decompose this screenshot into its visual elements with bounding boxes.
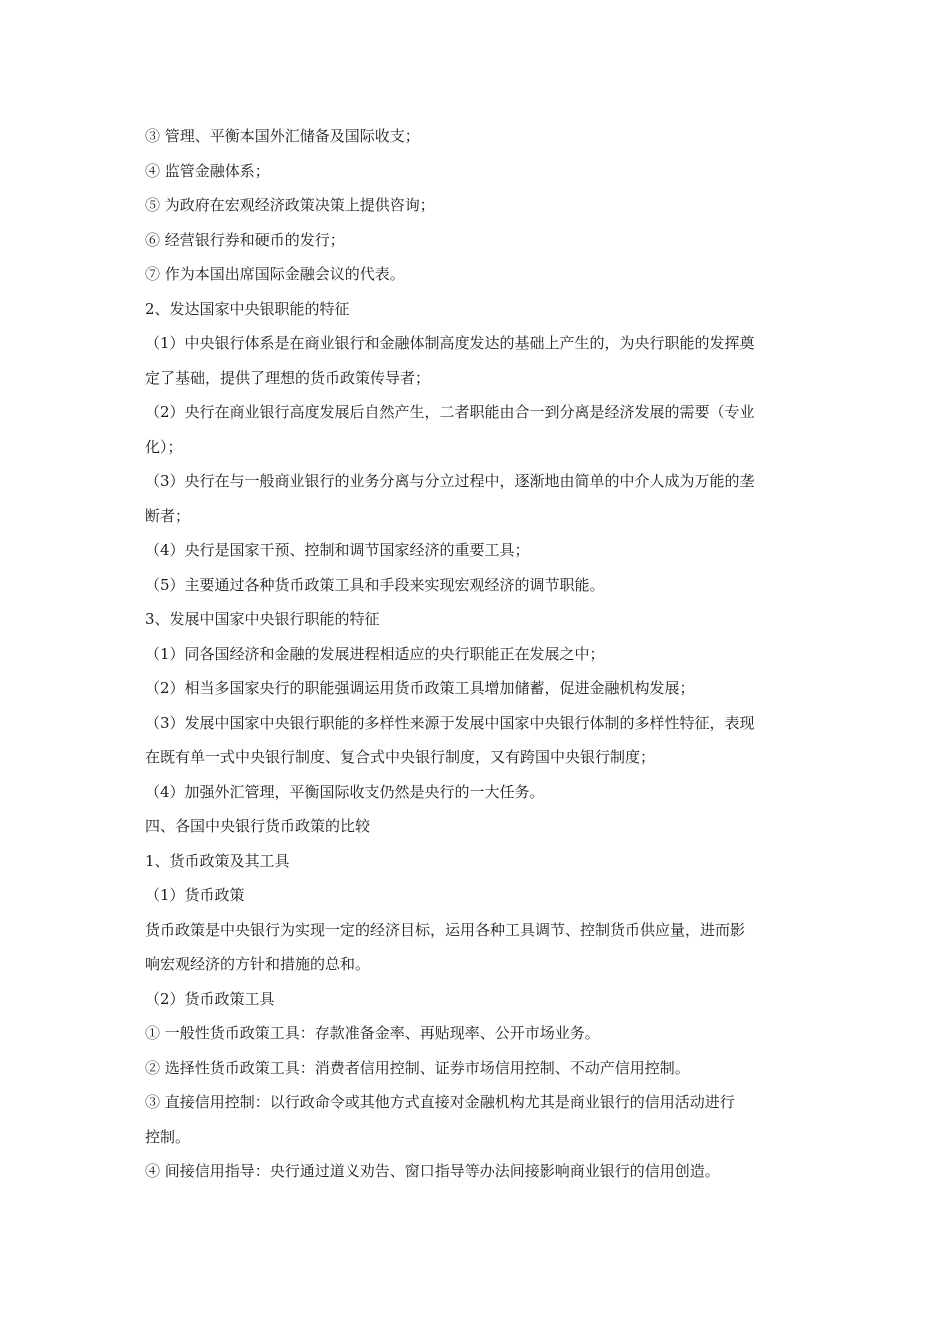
section-heading-3: 3、发展中国家中央银行职能的特征 <box>145 610 380 628</box>
paragraph-line: （3）央行在与一般商业银行的业务分离与分立过程中，逐渐地由简单的中介人成为万能的垄 <box>145 472 755 490</box>
paragraph-line: （3）发展中国家中央银行职能的多样性来源于发展中国家中央银行体制的多样性特征，表现 <box>145 713 755 732</box>
subsection-heading: （2）货币政策工具 <box>145 989 275 1008</box>
list-item-3: ③ 直接信用控制：以行政命令或其他方式直接对金融机构尤其是商业银行的信用活动进行 <box>145 1093 735 1111</box>
paragraph-line: （4）加强外汇管理，平衡国际收支仍然是央行的一大任务。 <box>145 782 545 801</box>
paragraph-line: 断者； <box>145 506 191 525</box>
paragraph-line: （2）相当多国家央行的职能强调运用货币政策工具增加储蓄，促进金融机构发展； <box>145 679 695 697</box>
list-item-4: ④ 间接信用指导：央行通过道义劝告、窗口指导等办法间接影响商业银行的信用创造。 <box>145 1162 720 1180</box>
paragraph-line: （1）同各国经济和金融的发展进程相适应的央行职能正在发展之中； <box>145 644 605 663</box>
document-body <box>145 119 810 1189</box>
list-item-5: ⑤ 为政府在宏观经济政策决策上提供咨询； <box>145 196 435 214</box>
section-heading-2: 2、发达国家中央银职能的特征 <box>145 299 350 318</box>
paragraph-line: 响宏观经济的方针和措施的总和。 <box>145 955 371 973</box>
paragraph-line: （2）央行在商业银行高度发展后自然产生，二者职能由合一到分离是经济发展的需要（专业 <box>145 403 755 421</box>
paragraph-line: （4）央行是国家干预、控制和调节国家经济的重要工具； <box>145 541 530 559</box>
subsection-heading: （1）货币政策 <box>145 886 245 904</box>
chapter-heading-4: 四、各国中央银行货币政策的比较 <box>145 817 371 835</box>
list-item-2: ② 选择性货币政策工具：消费者信用控制、证券市场信用控制、不动产信用控制。 <box>145 1058 690 1077</box>
section-heading-1: 1、货币政策及其工具 <box>145 851 290 870</box>
paragraph-line: 货币政策是中央银行为实现一定的经济目标，运用各种工具调节、控制货币供应量，进而影 <box>145 920 746 939</box>
paragraph-line: 控制。 <box>145 1127 191 1146</box>
list-item-4: ④ 监管金融体系； <box>145 161 270 180</box>
paragraph-line: （1）中央银行体系是在商业银行和金融体制高度发达的基础上产生的，为央行职能的发挥奠 <box>145 334 755 352</box>
paragraph-line: （5）主要通过各种货币政策工具和手段来实现宏观经济的调节职能。 <box>145 575 605 594</box>
paragraph-line: 定了基础，提供了理想的货币政策传导者； <box>145 368 431 387</box>
paragraph-line: 化）； <box>145 437 183 456</box>
list-item-1: ① 一般性货币政策工具：存款准备金率、再贴现率、公开市场业务。 <box>145 1024 600 1042</box>
paragraph-line: 在既有单一式中央银行制度、复合式中央银行制度，又有跨国中央银行制度； <box>145 748 656 766</box>
list-item-6: ⑥ 经营银行券和硬币的发行； <box>145 230 345 249</box>
list-item-3: ③ 管理、平衡本国外汇储备及国际收支； <box>145 127 420 145</box>
list-item-7: ⑦ 作为本国出席国际金融会议的代表。 <box>145 265 405 283</box>
